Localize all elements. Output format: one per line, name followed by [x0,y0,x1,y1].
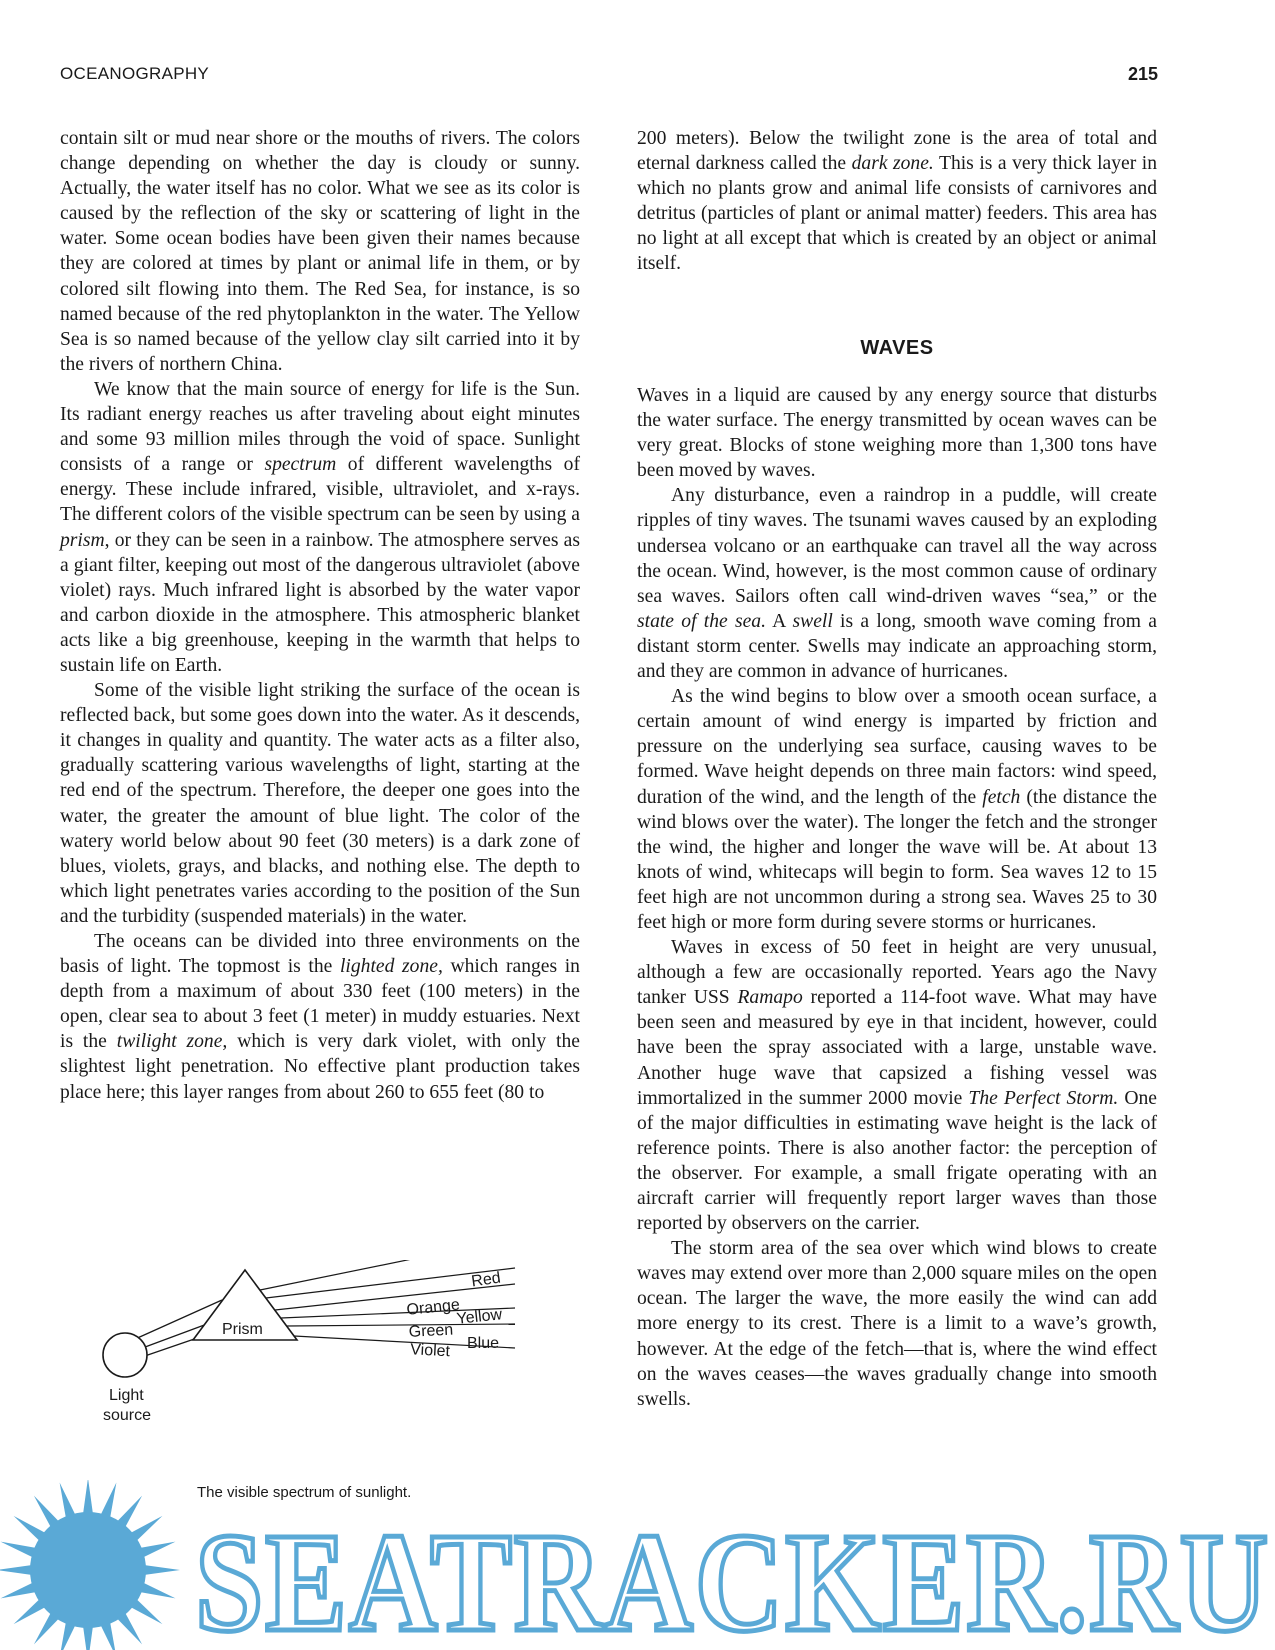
watermark [0,1480,1275,1650]
label-light-source-2: source [103,1407,152,1424]
paragraph: Some of the visible light striking the surface of the ocean is reflected back, but some goes down into the water. As it descends, it changes in quality and quantity. The water acts as a filter also, gradually scattering various wavelengths of light, starting at the red end of the spectrum. Therefore, the deeper one goes into the water, the greater the amount of blue light. The color of the watery world below about 90 feet (30 meters) is a dark zone of blues, violets, grays, and blacks, and nothing else. The depth to which light penetrates varies according to the position of the Sun and the turbidity (suspended materials) in the water. [60,680,580,927]
sun-ray [117,1612,142,1644]
prism-spectrum-diagram [95,1260,555,1480]
label-green: Green [408,1321,454,1341]
label-prism: Prism [222,1321,263,1338]
sun-ray [130,1516,162,1541]
sun-ray [14,1599,46,1624]
sun-ray [144,1565,180,1575]
sun-ray [140,1542,176,1558]
sun-ray [14,1516,46,1541]
running-head: OCEANOGRAPHY [60,64,210,83]
page-number: 215 [1127,64,1158,84]
label-light-source: Light [109,1387,144,1404]
sun-ray [34,1496,59,1528]
paragraph: Any disturbance, even a raindrop in a puddle, will create ripples of tiny waves. The tsunami waves caused by an exploding undersea volcano or an earthquake can travel all the way across the ocean. Wind, however, is the most common cause of ordinary sea waves. Sailors often call wind-driven waves “sea,” or the state of the sea. A swell is a long, smooth wave coming from a distant storm center. Swells may indicate an approaching storm, and they are common in advance of hurricanes. [637,485,1157,683]
sun-ray [60,1483,76,1519]
sun-ray [83,1480,93,1514]
sun-ray [100,1483,116,1519]
label-yellow: Yellow [455,1306,503,1328]
paragraph: The oceans can be divided into three environments on the basis of light. The topmost is the lighted zone, which ranges in depth from a maximum of about 330 feet (100 meters) in the open, clear sea to about 3 feet (1 meter) in muddy estuaries. Next is the twilight zone, which is very dark violet, with only the slightest light penetration. No effective plant production takes place here; this layer ranges from about 260 to 655 feet (80 to [60,931,580,1103]
paragraph: 200 meters). Below the twilight zone is the area of total and eternal darkness called the dark zone. This is a very thick layer in which no plants grow and animal life consists of carnivores and detritus (particles of plant or animal matter) feeders. This area has no light at all except that which is created by an object or animal itself. [637,128,1157,275]
sun-ray [1,1542,37,1558]
left-column [60,126,580,1105]
sun-ray [0,1565,32,1575]
section-heading: WAVES [860,337,934,359]
figure-caption: The visible spectrum of sunlight. [197,1484,412,1501]
sun-ray [60,1622,76,1650]
paragraph: Waves in excess of 50 feet in height are very unusual, although a few are occasionally reported. Years ago the Navy tanker USS Ramapo reported a 114-foot wave. What may have been seen and measured by eye in that incident, however, could have been the spray associated with a large, unstable wave. Another huge wave that capsized a fishing vessel was immortalized in the summer 2000 movie The Perfect Storm. One of the major difficulties in estimating wave height is the lack of reference points. There is also another factor: the perception of the observer. For example, a small frigate operating with an aircraft carrier will frequently report larger waves than those reported by observers on the carrier. [637,937,1157,1235]
paragraph: As the wind begins to blow over a smooth ocean surface, a certain amount of wind energy is imparted by friction and pressure on the underlying sea surface, causing waves to be formed. Wave height depends on three main factors: wind speed, duration of the wind, and the length of the fetch (the distance the wind blows over the water). The longer the fetch and the stronger the wind, the higher and longer the wave will be. At about 13 knots of wind, whitecaps will begin to form. Sea waves 12 to 15 feet high are not uncommon during a strong sea. Waves 25 to 30 feet high or more form during severe storms or hurricanes. [637,686,1157,933]
sun-ray [34,1612,59,1644]
label-violet: Violet [409,1341,451,1361]
light-source-icon [103,1333,147,1377]
sun-ray [83,1626,93,1650]
sun-logo-icon [0,1480,180,1650]
waves-section-body [637,383,1157,1412]
label-orange: Orange [405,1296,461,1319]
watermark-text: SEATRACKER.RU [195,1503,1270,1650]
label-blue: Blue [467,1335,500,1352]
paragraph: Waves in a liquid are caused by any energy source that disturbs the water surface. The energy transmitted by ocean waves can be very great. Blocks of stone weighing more than 1,300 tons have been moved by waves. [637,385,1157,482]
sun-ray [140,1582,176,1598]
right-column-top [637,126,1157,277]
sun-ray [1,1582,37,1598]
paragraph: contain silt or mud near shore or the mouths of rivers. The colors change depending on whether the day is cloudy or sunny. Actually, the water itself has no color. What we see as its color is caused by the reflection of the sky or scattering of light in the water. Some ocean bodies have been given their names because they are colored at times by plant or animal life in them, or by colored silt flowing into them. The Red Sea, for instance, is so named because of the red phytoplankton in the water. The Yellow Sea is so named because of the yellow clay silt carried into it by the rivers of northern China. [60,128,580,375]
paragraph: The storm area of the sea over which wind blows to create waves may extend over more than 2,000 square miles on the open ocean. The larger the wave, the more easily the wind can add more energy to its crest. There is a limit to a wave’s growth, however. At the edge of the fetch—that is, where the wind effect on the waves ceases—the waves gradually change into smooth swells. [637,1238,1157,1410]
sun-ray [100,1622,116,1650]
label-red: Red [470,1269,502,1291]
paragraph: We know that the main source of energy for life is the Sun. Its radiant energy reaches us after traveling about eight minutes and some 93 million miles through the void of space. Sunlight consists of a range or spectrum of different wavelengths of energy. These include infrared, visible, ultraviolet, and x-rays. The different colors of the visible spectrum can be seen by using a prism, or they can be seen in a rainbow. The atmosphere serves as a giant filter, keeping out most of the dangerous ultraviolet (above violet) rays. Much infrared light is absorbed by the water vapor and carbon dioxide in the atmosphere. This atmospheric blanket acts like a big greenhouse, keeping in the warmth that helps to sustain life on Earth. [60,378,580,676]
sun-ray [117,1496,142,1528]
sun-ray [130,1599,162,1624]
